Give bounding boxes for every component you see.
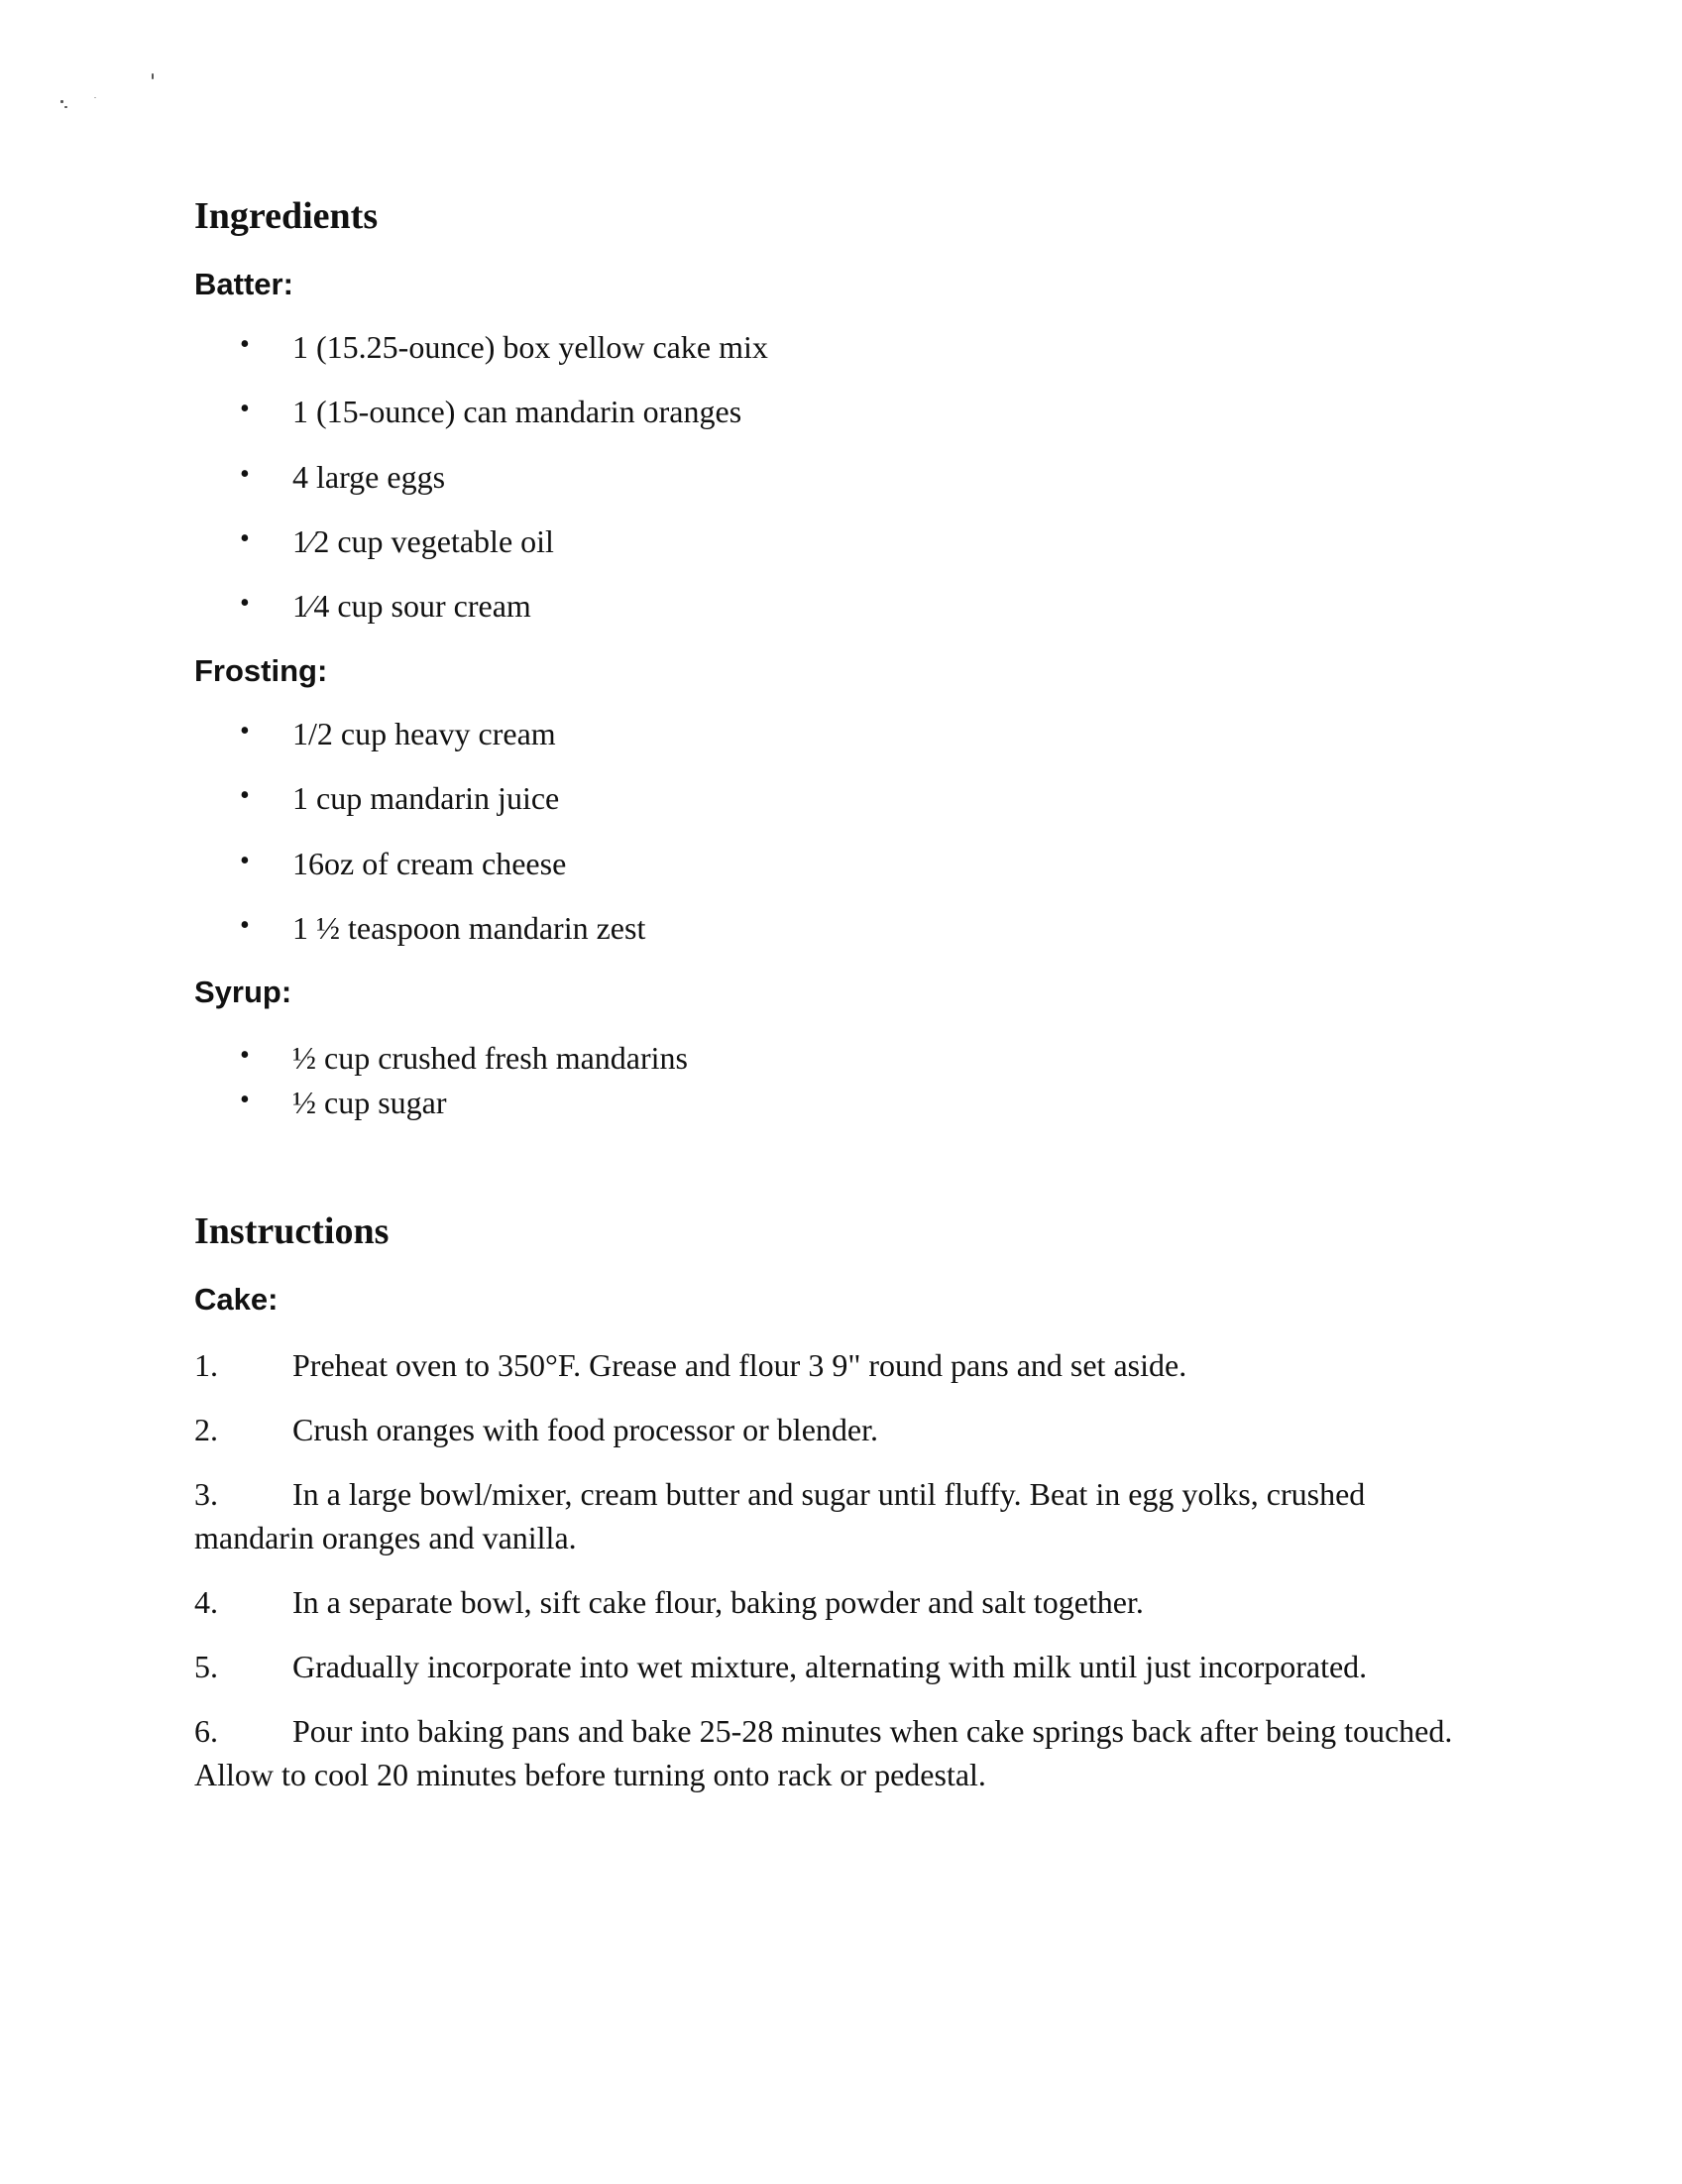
bullet-icon: •	[240, 910, 250, 942]
ingredients-heading: Ingredients	[194, 195, 379, 237]
step-text: Gradually incorporate into wet mixture, alternating with milk until just incorporated.	[292, 1649, 1368, 1685]
step-item	[194, 1472, 1473, 1559]
step-text: In a large bowl/mixer, cream butter and sugar until fluffy. Beat in egg yolks, crushed mandarin oranges and vanilla.	[194, 1476, 1366, 1556]
step-number: 2.	[194, 1412, 218, 1448]
list-item: • 1 ½ teaspoon mandarin zest	[240, 910, 646, 947]
step-text: Crush oranges with food processor or blender.	[292, 1412, 878, 1448]
list-item: • 4 large eggs	[240, 458, 446, 495]
cake-heading: Cake:	[194, 1282, 279, 1318]
step-item	[194, 1343, 1473, 1387]
list-item: • 16oz of cream cheese	[240, 845, 567, 881]
step-text: In a separate bowl, sift cake flour, baking powder and salt together.	[292, 1584, 1144, 1621]
bullet-icon: •	[240, 328, 250, 360]
cake-steps	[194, 1343, 1473, 1796]
bullet-icon: •	[240, 845, 250, 876]
instructions-heading: Instructions	[194, 1210, 390, 1253]
step-text: Pour into baking pans and bake 25-28 minutes when cake springs back after being touched. Allow to cool 20 minutes before turning onto rack or pedestal.	[194, 1713, 1453, 1793]
list-item: • 1/2 cup heavy cream	[240, 715, 556, 751]
ingredients-section	[194, 194, 1473, 1121]
bullet-icon: •	[240, 715, 250, 747]
frosting-heading: Frosting:	[194, 652, 328, 688]
list-item: • ½ cup crushed fresh mandarins	[240, 1039, 688, 1076]
bullet-icon: •	[240, 1085, 250, 1116]
list-item: • 1⁄2 cup vegetable oil	[240, 522, 554, 559]
list-item: • 1 (15-ounce) can mandarin oranges	[240, 394, 742, 430]
bullet-icon: •	[240, 588, 250, 620]
list-item: • 1 cup mandarin juice	[240, 780, 560, 817]
step-number: 3.	[194, 1476, 218, 1513]
bullet-icon: •	[240, 458, 250, 490]
list-item: • 1⁄4 cup sour cream	[240, 588, 531, 625]
step-item	[194, 1580, 1473, 1624]
bullet-icon: •	[240, 1039, 250, 1071]
step-text: Preheat oven to 350°F. Grease and flour 3 9" round pans and set aside.	[292, 1347, 1187, 1384]
step-item	[194, 1709, 1473, 1796]
batter-heading: Batter:	[194, 266, 293, 301]
scan-speck	[94, 97, 96, 98]
step-number: 5.	[194, 1649, 218, 1685]
bullet-icon: •	[240, 394, 250, 425]
step-item	[194, 1408, 1473, 1451]
bullet-icon: •	[240, 522, 250, 554]
step-number: 1.	[194, 1347, 218, 1384]
frosting-list	[194, 715, 1473, 948]
recipe-page	[194, 194, 1473, 1817]
list-item: • ½ cup sugar	[240, 1085, 447, 1121]
scan-speck	[60, 100, 63, 103]
scan-speck	[152, 73, 154, 79]
step-number: 4.	[194, 1584, 218, 1621]
batter-list	[194, 328, 1473, 626]
syrup-heading: Syrup:	[194, 975, 292, 1010]
list-item: • 1 (15.25-ounce) box yellow cake mix	[240, 328, 768, 365]
scan-speck	[64, 106, 67, 108]
bullet-icon: •	[240, 780, 250, 812]
instructions-section	[194, 1209, 1473, 1796]
syrup-list	[194, 1039, 1473, 1122]
step-number: 6.	[194, 1713, 218, 1750]
step-item	[194, 1645, 1473, 1688]
